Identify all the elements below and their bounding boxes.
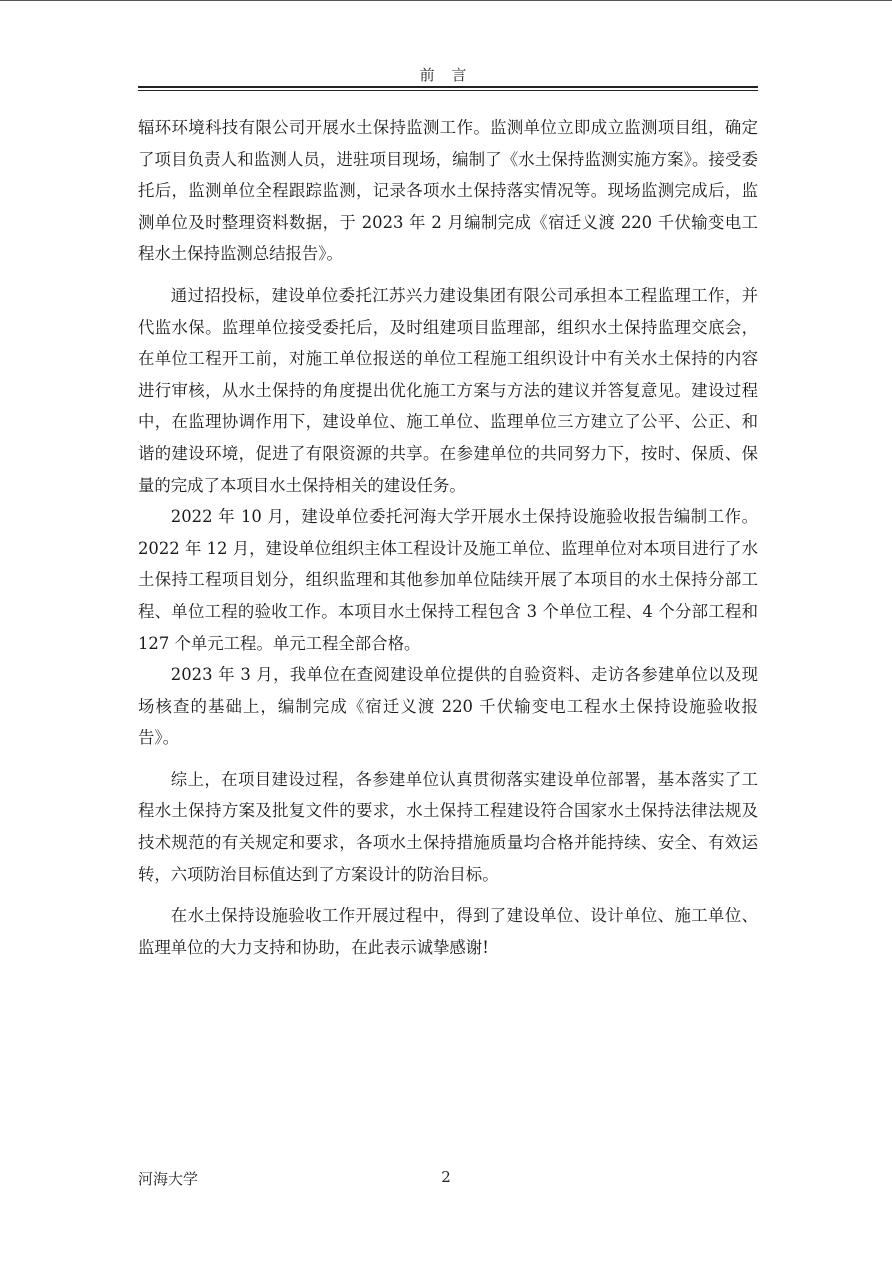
footer-institution: 河海大学 (138, 1170, 199, 1188)
paragraph-acknowledgement: 在水土保持设施验收工作开展过程中，得到了建设单位、设计单位、施工单位、监理单位的大力支持和协助，在此表示诚挚感谢! (138, 906, 758, 957)
header-rule-secondary (138, 90, 758, 91)
document-body (138, 112, 758, 963)
page-top-border (0, 0, 892, 1)
paragraph-acceptance-2022: 2022 年 10 月，建设单位委托河海大学开展水土保持设施验收报告编制工作。2022 年 12 月，建设单位组织主体工程设计及施工单位、监理单位对本项目进行了水土保持工程项目划分，组织监理和其他参加单位陆续开展了本项目的水土保持分部工程、单位工程的验收工作。本项目水土保持工程包含 3 个单位工程、4 个分部工程和 127 个单元工程。单元工程全部合格。 (138, 507, 758, 653)
header-rule (138, 86, 758, 88)
paragraph-report-2023: 2023 年 3 月，我单位在查阅建设单位提供的自验资料、走访各参建单位以及现场核查的基础上，编制完成《宿迁义渡 220 千伏输变电工程水土保持设施验收报告》。 (138, 665, 758, 748)
paragraph-summary: 综上，在项目建设过程，各参建单位认真贯彻落实建设单位部署，基本落实了工程水土保持方案及批复文件的要求，水土保持工程建设符合国家水土保持法律法规及技术规范的有关规定和要求，各项水土保持措施质量均合格并能持续、安全、有效运转，六项防治目标值达到了方案设计的防治目标。 (138, 769, 758, 884)
paragraph-monitoring: 辐环环境科技有限公司开展水土保持监测工作。监测单位立即成立监测项目组，确定了项目负责人和监测人员，进驻项目现场，编制了《水土保持监测实施方案》。接受委托后，监测单位全程跟踪监测，记录各项水土保持落实情况等。现场监测完成后，监测单位及时整理资料数据，于 2023 年 2 月编制完成《宿迁义渡 220 千伏输变电工程水土保持监测总结报告》。 (138, 118, 758, 264)
paragraph-supervision: 通过招投标，建设单位委托江苏兴力建设集团有限公司承担本工程监理工作，并代监水保。监理单位接受委托后，及时组建项目监理部，组织水土保持监理交底会，在单位工程开工前，对施工单位报送的单位工程施工组织设计中有关水土保持的内容进行审核，从水土保持的角度提出优化施工方案与方法的建议并答复意见。建设过程中，在监理协调作用下，建设单位、施工单位、监理单位三方建立了公平、公正、和谐的建设环境，促进了有限资源的共享。在参建单位的共同努力下，按时、保质、保量的完成了本项目水土保持相关的建设任务。 (138, 285, 758, 495)
footer-page-number: 2 (441, 1168, 451, 1186)
page-header-title: 前 言 (419, 66, 473, 84)
